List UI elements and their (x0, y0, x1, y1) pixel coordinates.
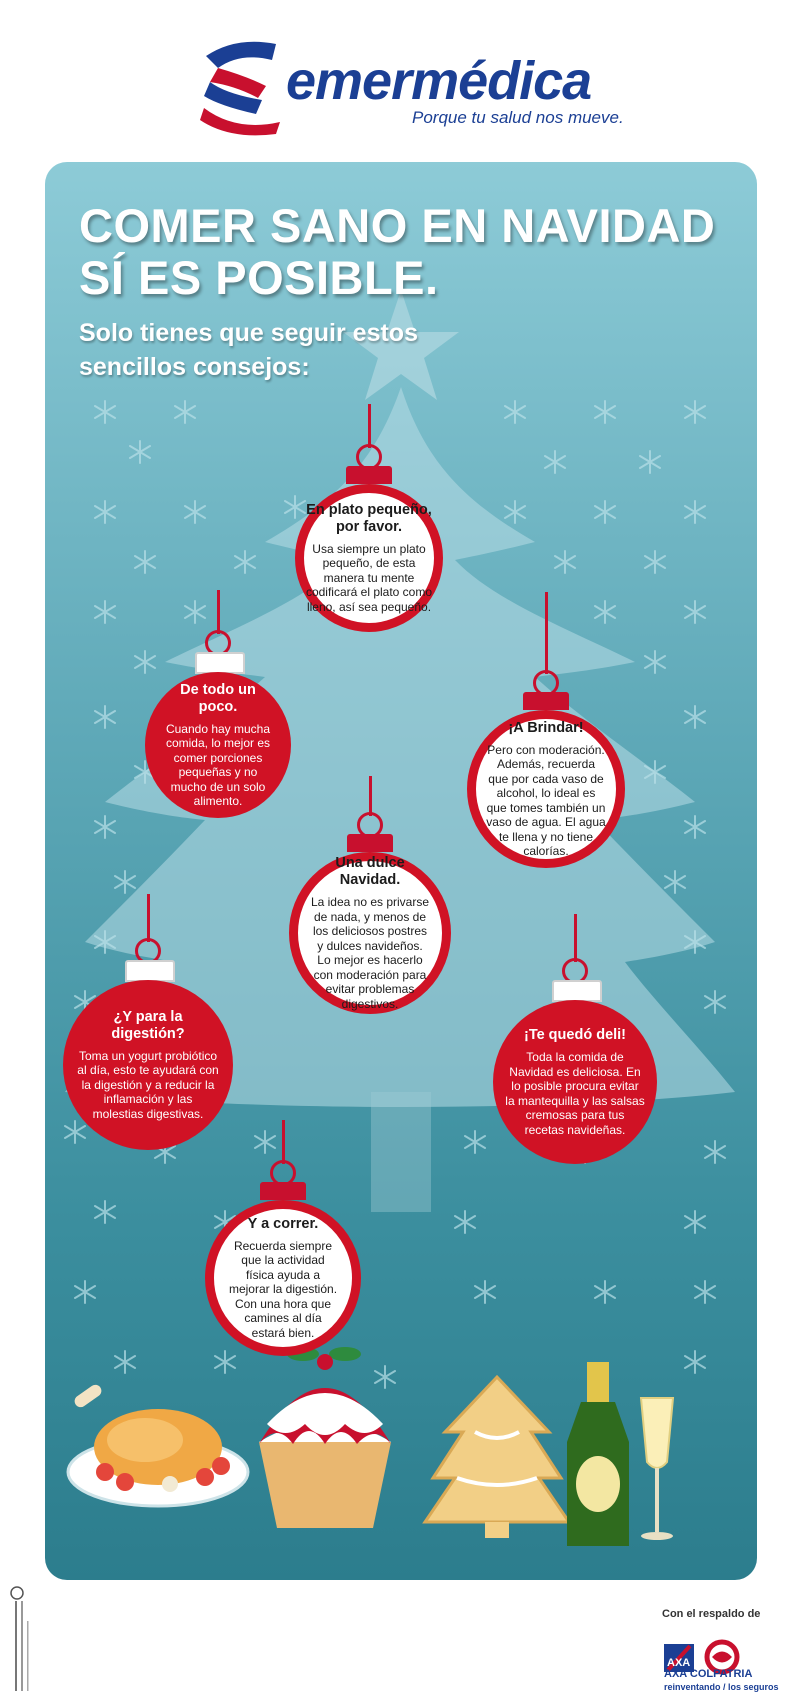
tip-text: Toma un yogurt probiótico al día, esto te ayudará con la digestión y a reducir la inflamación y las molestias digestivas. (77, 1048, 219, 1121)
respaldo-label: Con el respaldo de (662, 1608, 761, 1620)
tip-text: Pero con moderación. Además, recuerda que por cada vaso de alcohol, lo ideal es que tomes también un vaso de agua. El agua te llena y no tiene calorías. (486, 742, 606, 858)
tip-title: En plato pequeño, por favor. (306, 501, 432, 535)
partner-tagline: reinventando / los seguros (664, 1682, 779, 1692)
ornament-de-todo-un-poco (145, 590, 291, 830)
tip-title: ¡A Brindar! (508, 719, 584, 736)
tip-title: ¿Y para la digestión? (111, 1008, 185, 1042)
svg-text:AXA: AXA (667, 1657, 691, 1669)
roast-turkey-icon (68, 1382, 248, 1506)
tip-title: ¡Te quedó deli! (523, 1027, 627, 1043)
tip-text: Cuando hay mucha comida, lo mejor es comer porciones pequeñas y no mucho de un solo alimento. (165, 721, 271, 808)
tip-title: Y a correr. (247, 1215, 319, 1232)
page-subtitle: Solo tienes que seguir estos sencillos consejos: (79, 319, 418, 381)
tip-text: Recuerda siempre que la actividad física ayuda a mejorar la digestión. Con una hora que camines al día estará bien. (228, 1238, 338, 1340)
ornament-digestion (63, 894, 233, 1154)
emermedica-logo-icon (196, 36, 288, 136)
champagne-bottle-icon (567, 1362, 629, 1546)
tip-text: Usa siempre un plato pequeño, de esta manera tu mente codificará el plato como lleno, así sea pequeño. (305, 541, 433, 614)
tip-text: La idea no es privarse de nada, y menos de los deliciosos postres y dulces navideños. Lo mejor es hacerlo con moderación para evitar problemas digestivos. (310, 895, 430, 1011)
brand-name: emermédica (286, 51, 592, 111)
vigilado-supersalud-seal-icon (8, 1580, 44, 1695)
tip-text: Toda la comida de Navidad es deliciosa. En lo posible procura evitar la mantequilla y las salsas cremosas para tus recetas navideñas. (505, 1050, 645, 1137)
ornament-a-brindar (467, 592, 625, 872)
ornament-y-a-correr (205, 1120, 361, 1376)
page-title: COMER SANO EN NAVIDAD SÍ ES POSIBLE. (79, 199, 716, 304)
tip-title: Una dulce Navidad. (335, 855, 405, 888)
infographic-panel (45, 162, 757, 1580)
champagne-glass-icon (641, 1398, 673, 1540)
ornament-te-quedo-deli (493, 914, 657, 1184)
christmas-tree-cookie-icon (425, 1377, 569, 1538)
brand-tagline: Porque tu salud nos mueve. (412, 108, 624, 127)
header (0, 0, 800, 160)
ornament-plato-pequeno (295, 404, 443, 649)
ornament-dulce-navidad (289, 776, 451, 1036)
tip-title: De todo un poco. (180, 681, 256, 715)
partner-name: AXA COLPATRIA (664, 1668, 753, 1680)
